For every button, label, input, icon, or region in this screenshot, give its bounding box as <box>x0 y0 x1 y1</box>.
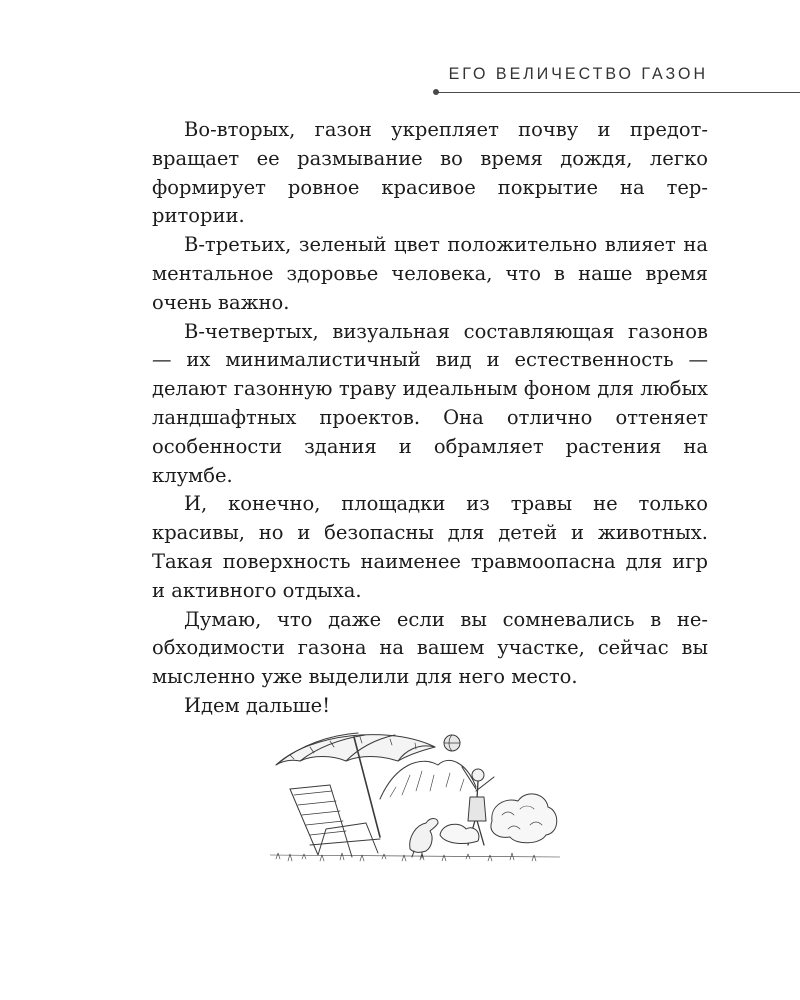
paragraph: Идем дальше! <box>184 693 331 717</box>
header-rule <box>436 92 800 93</box>
paragraph: В-третьих, зеленый цвет положительно влияет на ментальное здоровье человека, что в наше время очень важно. <box>152 233 708 314</box>
running-head <box>436 66 708 100</box>
paragraph: Думаю, что даже если вы сомневались в необходимости газона на вашем участке, сейчас вы мысленно уже выделили для него место. <box>152 607 708 689</box>
paragraph: Во-вторых, газон укрепляет почву и предотвращает ее размывание во время дождя, легко формирует ровное красивое покрытие на территории. <box>152 118 708 228</box>
beach-scene-sketch-icon <box>270 725 560 875</box>
paragraph: И, конечно, площадки из травы не только красивы, но и безопасны для детей и животных. Такая поверхность наименее травмоопасна для игр и активного отдыха. <box>152 492 708 602</box>
paragraph: В-четвертых, визуальная составляющая газонов — их минималистичный вид и естественность — делают газонную траву идеальным фоном для любых ландшафтных проектов. Она отлично оттеняет особенности здания и обрамляет растения на клумбе. <box>152 319 708 487</box>
running-head-title: ЕГО ВЕЛИЧЕСТВО ГАЗОН <box>448 65 708 84</box>
body-text <box>152 116 708 721</box>
